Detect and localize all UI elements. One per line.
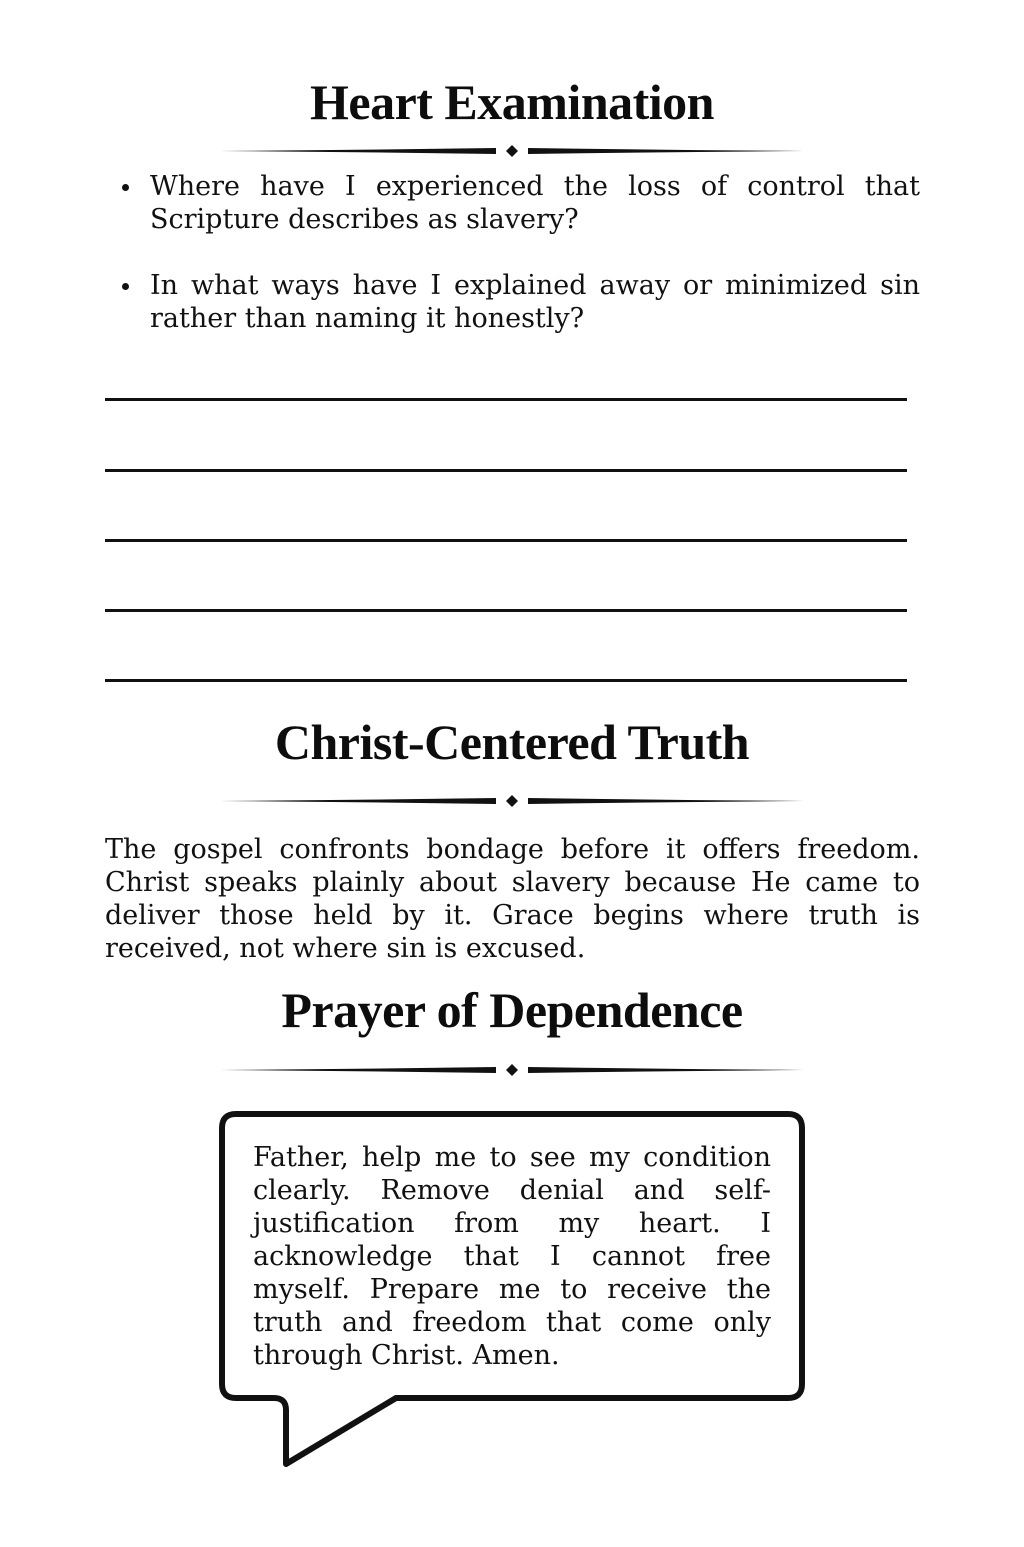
answer-line[interactable] [105,609,907,612]
heading-prayer-of-dependence: Prayer of Dependence [281,982,743,1038]
heading-christ-centered-truth: Christ-Centered Truth [274,714,750,770]
bullet-icon [122,184,129,191]
question-item [120,170,920,236]
ornamental-divider [220,143,804,159]
reflection-questions [120,170,920,368]
truth-paragraph: The gospel confronts bondage before it offers freedom. Christ speaks plainly about slavery because He came to deliver those held by it. Grace begins where truth is received, not where sin is excused. [105,834,920,964]
ornamental-divider [220,1062,804,1078]
answer-line[interactable] [105,469,907,472]
answer-line[interactable] [105,539,907,542]
prayer-paragraph: Father, help me to see my condition clearly. Remove denial and self-justification from my heart. I acknowledge that I cannot free myself. Prepare me to receive the truth and freedom that come only through Christ. Amen. [253,1142,771,1371]
heading-heart-examination: Heart Examination [310,74,714,130]
ornamental-divider [220,793,804,809]
bullet-icon [122,283,129,290]
question-text: Where have I experienced the loss of control that Scripture describes as slavery? [150,171,920,235]
question-item [120,269,920,335]
question-text: In what ways have I explained away or minimized sin rather than naming it honestly? [150,270,920,334]
answer-line[interactable] [105,679,907,682]
answer-line[interactable] [105,398,907,401]
